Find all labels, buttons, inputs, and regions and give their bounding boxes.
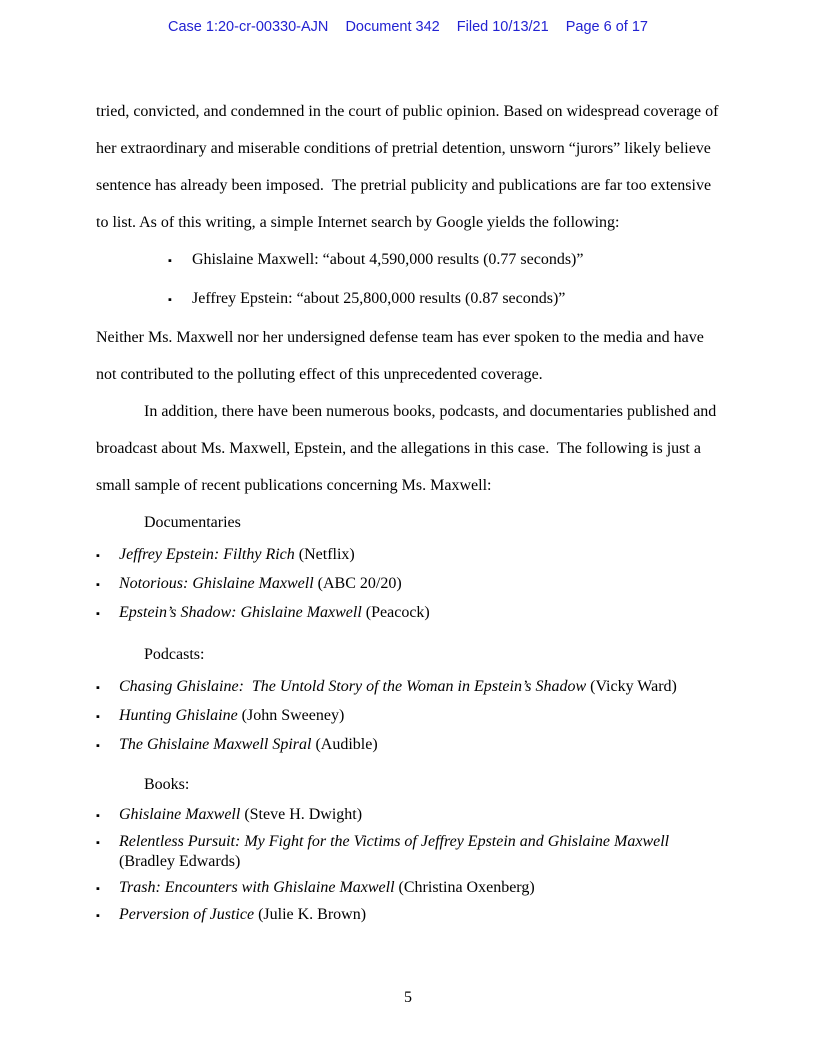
publication-credit: (Christina Oxenberg): [398, 879, 535, 896]
publication-entry: [119, 541, 720, 568]
publication-entry: [119, 673, 720, 701]
paragraph-publications-intro: In addition, there have been numerous books, podcasts, and documentaries published and broadcast about Ms. Maxwell, Epstein, and the allegations in this case. The following is just a small sample of recent publications concerning Ms. Maxwell:: [96, 403, 721, 494]
bullet-icon: ▪: [96, 682, 100, 694]
publication-entry: [119, 731, 720, 759]
list-item: [96, 905, 720, 926]
list-item: [96, 731, 720, 760]
publication-credit: (ABC 20/20): [317, 575, 402, 592]
publication-credit: (Vicky Ward): [590, 678, 677, 695]
publication-entry: [119, 599, 720, 626]
publication-entry: [119, 702, 720, 730]
ecf-stamp-header: [0, 0, 816, 37]
bullet-icon: ▪: [168, 255, 172, 267]
bullet-icon: ▪: [96, 608, 100, 620]
page-count: Page 6 of 17: [565, 19, 648, 35]
search-result-text: Jeffrey Epstein: “about 25,800,000 results (0.87 seconds)”: [192, 290, 566, 307]
list-item: [96, 241, 720, 280]
list-item: [96, 570, 720, 599]
case-number: Case 1:20-cr-00330-AJN: [168, 19, 329, 35]
publication-entry: [119, 570, 720, 597]
search-result-text: Ghislaine Maxwell: “about 4,590,000 results (0.77 seconds)”: [192, 251, 584, 268]
list-item: [96, 878, 720, 899]
publication-credit: (John Sweeney): [241, 707, 345, 724]
publication-credit: (Netflix): [298, 546, 355, 563]
podcasts-list: [96, 673, 720, 760]
publication-title: Notorious: Ghislaine Maxwell: [119, 575, 314, 592]
publication-credit: (Peacock): [365, 604, 430, 621]
bullet-icon: ▪: [96, 883, 100, 895]
publication-entry: [119, 905, 720, 925]
paragraph-public-opinion: tried, convicted, and condemned in the court of public opinion. Based on widespread coverage of her extraordinary and miserable conditions of pretrial detention, unsworn “jurors” likely believe sentence has already been imposed. The pretrial publicity and publications are far too extensive to list. As of this writing, a simple Internet search by Google yields the following:: [96, 103, 723, 231]
publication-title: Chasing Ghislaine: The Untold Story of the Woman in Epstein’s Shadow: [119, 678, 587, 695]
publication-credit: (Steve H. Dwight): [244, 806, 363, 823]
section-heading-podcasts: Podcasts:: [144, 646, 205, 663]
publication-title: Perversion of Justice: [119, 906, 255, 923]
paragraph-no-media-contact: Neither Ms. Maxwell nor her undersigned defense team has ever spoken to the media and have not contributed to the polluting effect of this unprecedented coverage.: [96, 329, 708, 383]
publication-title: Hunting Ghislaine: [119, 707, 238, 724]
list-item: [96, 541, 720, 570]
list-item: [96, 805, 720, 826]
page-number: 5: [404, 989, 412, 1006]
bullet-icon: ▪: [96, 579, 100, 591]
document-body: [96, 93, 723, 926]
filed-date: Filed 10/13/21: [456, 19, 549, 35]
search-results-list: [96, 241, 720, 319]
publication-title: Jeffrey Epstein: Filthy Rich: [119, 546, 295, 563]
section-heading-documentaries: Documentaries: [144, 514, 241, 531]
bullet-icon: ▪: [168, 294, 172, 306]
bullet-icon: ▪: [96, 711, 100, 723]
bullet-icon: ▪: [96, 810, 100, 822]
bullet-icon: ▪: [96, 740, 100, 752]
list-item: [96, 280, 720, 319]
publication-title: The Ghislaine Maxwell Spiral: [119, 736, 312, 753]
publication-entry: [119, 805, 720, 825]
publication-title: Epstein’s Shadow: Ghislaine Maxwell: [119, 604, 362, 621]
list-item: [96, 599, 720, 628]
publication-title: Trash: Encounters with Ghislaine Maxwell: [119, 879, 395, 896]
document-number: Document 342: [345, 19, 440, 35]
list-item: [96, 702, 720, 731]
list-item: [96, 832, 720, 872]
publication-entry: [119, 832, 720, 872]
publication-title: Relentless Pursuit: My Fight for the Victims of Jeffrey Epstein and Ghislaine Maxwell: [119, 833, 670, 850]
bullet-icon: ▪: [96, 837, 100, 849]
publication-credit: (Julie K. Brown): [258, 906, 367, 923]
publication-entry: [119, 878, 720, 898]
publication-title: Ghislaine Maxwell: [119, 806, 241, 823]
bullet-icon: ▪: [96, 550, 100, 562]
publication-credit: (Audible): [315, 736, 378, 753]
documentaries-list: [96, 541, 720, 628]
books-list: [96, 805, 720, 926]
list-item: [96, 673, 720, 702]
publication-credit: (Bradley Edwards): [119, 853, 241, 870]
section-heading-books: Books:: [144, 776, 190, 793]
bullet-icon: ▪: [96, 910, 100, 922]
